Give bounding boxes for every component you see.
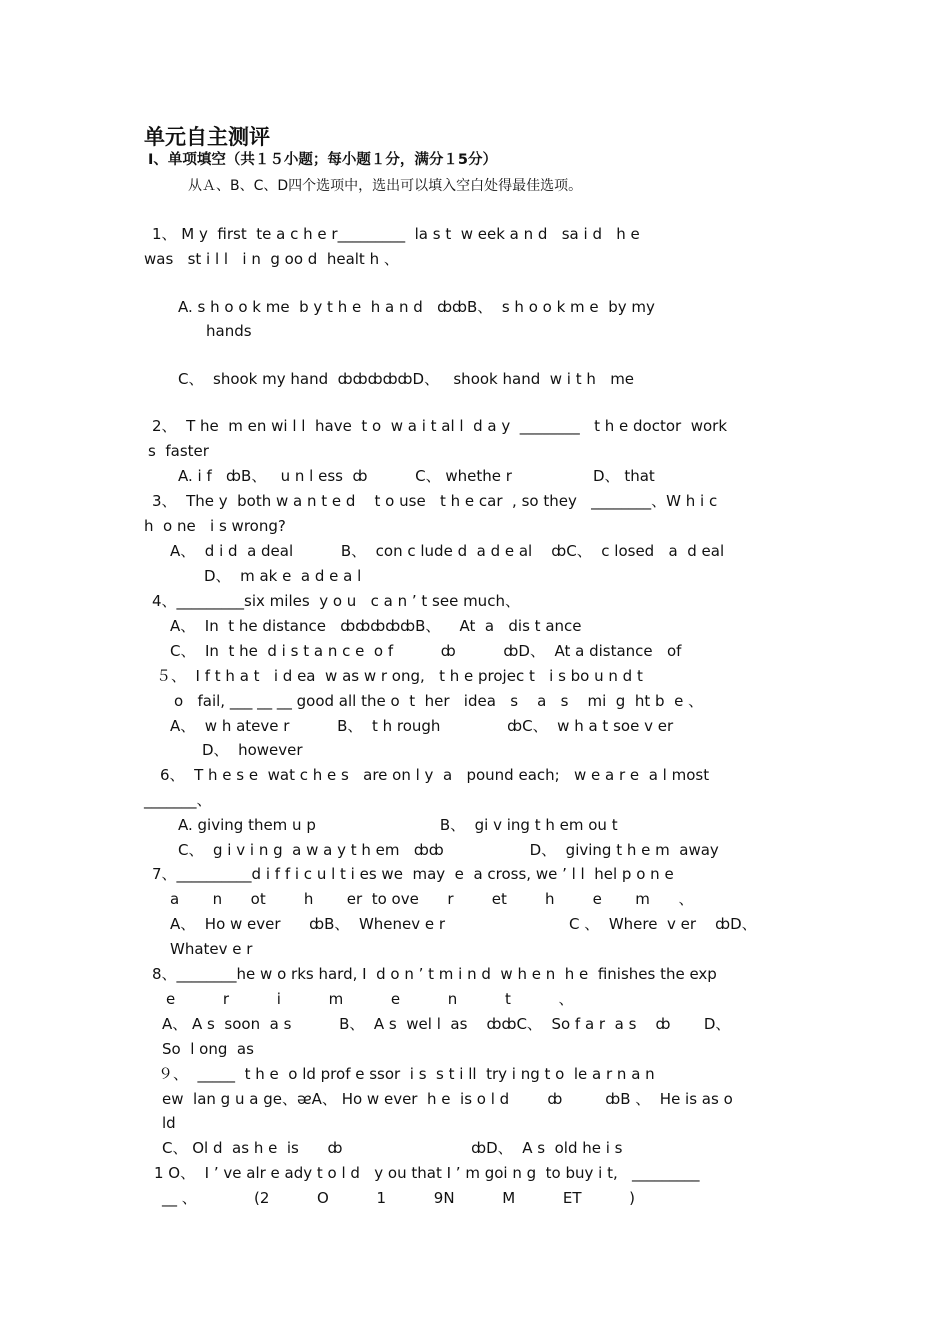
instructions: 从Ａ、B、C、D四个选项中，选出可以填入空白处得最佳选项。: [188, 178, 583, 194]
question-7-options-abc: A、 Ho w ever ȸB、 Whenev e r C 、 Where v er ȸD、: [170, 915, 757, 933]
question-8-option-d: So l ong as: [162, 1040, 254, 1058]
section-heading: Ⅰ、单项填空（共１５小题；每小题１分，满分１5分）: [148, 152, 497, 168]
question-2-stem-cont: s faster: [148, 442, 209, 460]
question-3-stem: 3、 The y both w a n t e d t o use t h e car , so they ________、W h i c: [152, 492, 718, 510]
question-1-options-ab: A. s h o o k me b y t h e h a n d ȸȸB、 s h o o k m e by my: [178, 298, 655, 316]
question-3-option-d: D、 m ak e a d e a l: [204, 567, 362, 585]
question-6-options-ab: A. giving them u p B、 gi v ing t h em ou t: [178, 816, 618, 834]
question-1-stem-cont: was st i l l i n g oo d healt h 、: [144, 250, 399, 268]
question-3-options-abc: A、 d i d a deal B、 con c lude d a d e al ȸC、 c losed a d eal: [170, 542, 725, 560]
question-9-stem-cont2: ld: [162, 1114, 176, 1132]
question-7-option-d: Whatev e r: [170, 940, 253, 958]
question-7-stem: 7、__________d i f f i c u l t i es we may e a cross, we ’ l l hel p o n e: [152, 865, 674, 883]
question-8-stem-cont: e r i m e n t 、: [166, 990, 574, 1008]
question-1-options-cd: C、 shook my hand ȸȸȸȸȸD、 shook hand w i t h me: [178, 370, 635, 388]
question-10-stem: 1 O、 I ’ ve alr e ady t o l d y ou that I ’ m goi n g to buy i t, _________: [154, 1164, 700, 1182]
question-7-stem-cont: a n ot h er to ove r et h e m 、: [170, 890, 694, 908]
question-4-stem: 4、_________six miles y o u c a n ’ t see much、: [152, 592, 520, 610]
question-5-options-abc: A、 w h ateve r B、 t h rough ȸC、 w h a t soe v er: [170, 717, 674, 735]
question-9-stem: ９、 _____ t h e o ld prof e ssor i s s t i ll try i ng t o le a r n a n: [158, 1065, 655, 1083]
question-4-options-ab: A、 In t he distance ȸȸȸȸȸB、 At a dis t ance: [170, 617, 582, 635]
question-1-options-b-cont: hands: [206, 322, 252, 340]
question-9-options: C、 Ol d as h e is ȸ ȸD、 A s old he i s: [162, 1139, 623, 1157]
question-10-stem-cont: __ 、 (2 O 1 9N M ET ): [162, 1189, 636, 1207]
question-3-stem-cont: h o ne i s wrong?: [144, 517, 286, 535]
page-title: 单元自主测评: [144, 124, 270, 149]
question-8-options: A、 A s soon a s B、 A s wel l as ȸȸC、 So f a r a s ȸ D、: [162, 1015, 731, 1033]
question-8-stem: 8、________he w o rks hard, I d o n ’ t m i n d w h e n h e finishes the exp: [152, 965, 717, 983]
question-6-stem: 6、 T h e s e wat c h e s are on l y a pound each; w e a r e a l most: [160, 766, 710, 784]
question-6-options-cd: C、 g i v i n g a w a y t h em ȸȸ D、 giving t h e m away: [178, 841, 719, 859]
question-4-options-cd: C、 In t he d i s t a n c e o f ȸ ȸD、 At a distance of: [170, 642, 682, 660]
question-1-stem: 1、 M y first te a c h e r_________ la s t w eek a n d sa i d h e: [152, 225, 640, 243]
question-5-option-d: D、 however: [202, 741, 303, 759]
question-9-stem-cont: ew lan g u a ge、ᴂA、 Ho w ever h e is o l d ȸ ȸB 、 He is as o: [162, 1090, 733, 1108]
question-5-stem: ５、 I f t h a t i d ea w as w r ong, t h e projec t i s bo u n d t: [156, 667, 643, 685]
question-5-stem-cont: o fail, ___ __ __ good all the o t her idea s a s mi g ht b e 、: [174, 692, 704, 710]
question-6-stem-cont: _______、: [144, 791, 212, 809]
question-2-options: A. i f ȸB、 u n l ess ȸ C、 whethe r D、 that: [178, 467, 655, 485]
question-2-stem: 2、 T he m en wi l l have t o w a i t al l d a y ________ t h e doctor work: [152, 417, 728, 435]
